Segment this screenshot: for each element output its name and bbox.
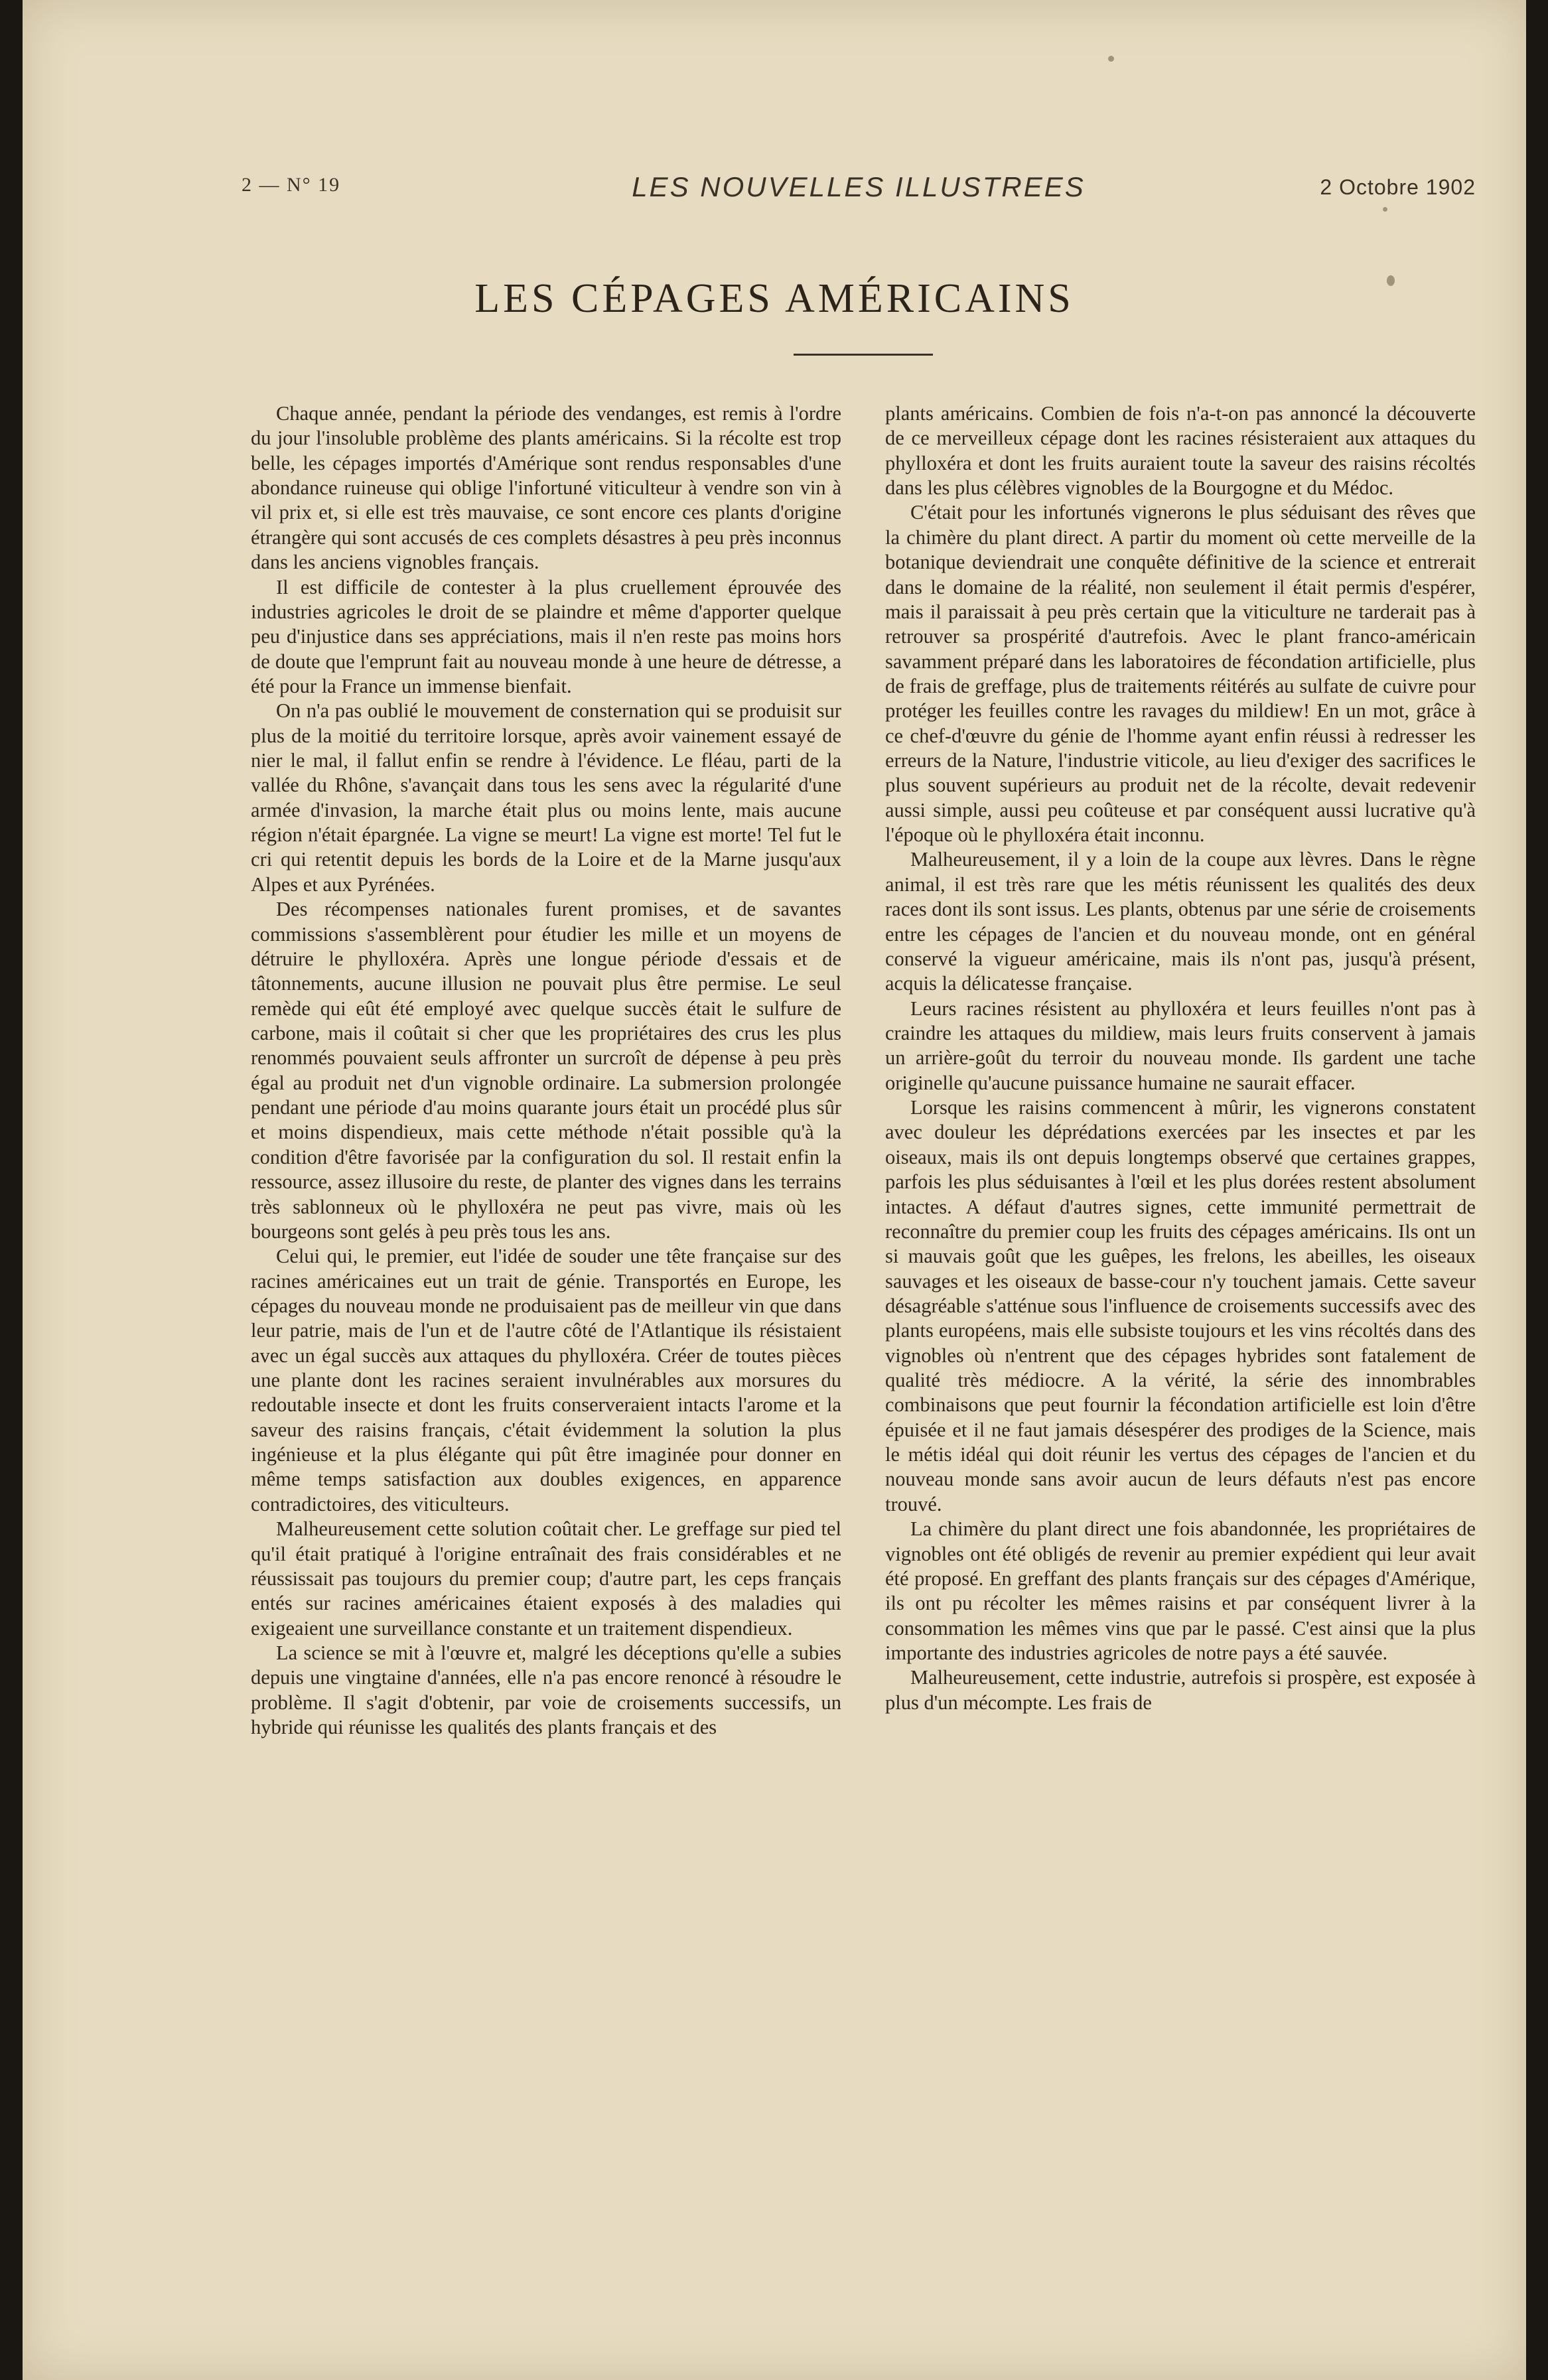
paragraph: Des récompenses nationales furent promises, et de savantes commissions s'assemblèrent pour étudier les mille et un moyens de détruire le phylloxéra. Après une longue période d'essais et de tâtonnements, aucune illusion ne pouvait plus être permise. Le seul remède qui eût été employé avec quelque succès était le sulfure de carbone, mais il coûtait si cher que les propriétaires des crus les plus renommés pouvaient seuls affronter un surcroît de dépense à peu près égal au produit net d'un vignoble ordinaire. La submersion prolongée pendant une période d'au moins quarante jours était un procédé plus sûr et moins dispendieux, mais cette méthode n'était possible qu'à la condition d'être favorisée par la configuration du sol. Il restait enfin la ressource, assez illusoire du reste, de planter des vignes dans les terrains très sablonneux où le phylloxéra ne peut pas vivre, mais où les bourgeons sont gelés à peu près tous les ans. xyxy=(251,898,841,1243)
paragraph: La chimère du plant direct une fois abandonnée, les propriétaires de vignobles ont été obligés de revenir au premier expédient qui leur avait été proposé. En greffant des plants français sur des cépages d'Amérique, ils ont pu récolter les mêmes raisins et par conséquent livrer à la consommation les mêmes vins que par le passé. C'est ainsi que la plus importante des industries agricoles de notre pays a été sauvée. xyxy=(885,1517,1476,1664)
ink-speck xyxy=(1387,275,1395,286)
paragraph: Chaque année, pendant la période des vendanges, est remis à l'ordre du jour l'insoluble problème des plants américains. Si la récolte est trop belle, les cépages importés d'Amérique sont rendus responsables d'une abondance ruineuse qui oblige l'infortuné viticulteur à vendre son vin à vil prix et, si elle est très mauvaise, ce sont encore ces plants d'origine étrangère qui sont accusés de ces complets désastres à peu près inconnus dans les anciens vignobles français. xyxy=(251,402,841,574)
left-column xyxy=(251,401,841,2100)
ink-speck xyxy=(1108,56,1114,62)
title-divider xyxy=(794,354,933,356)
page-number: 2 — N° 19 xyxy=(242,174,341,196)
paragraph: Il est difficile de contester à la plus cruellement éprouvée des industries agricoles le droit de se plaindre et même d'apporter quelque peu d'injustice dans ses appréciations, mais il n'en reste pas moins hors de doute que l'emprunt fait au nouveau monde à une heure de détresse, a été pour la France un immense bienfait. xyxy=(251,575,841,697)
paragraph: La science se mit à l'œuvre et, malgré les déceptions qu'elle a subies depuis une vingtaine d'années, elle n'a pas encore renoncé à résoudre le problème. Il s'agit d'obtenir, par voie de croisements successifs, un hybride qui réunisse les qualités des plants français et des xyxy=(251,1641,841,1739)
paragraph: Leurs racines résistent au phylloxéra et leurs feuilles n'ont pas à craindre les attaques du mildiew, mais leurs fruits conservent à jamais un arrière-goût du terroir du nouveau monde. Ils gardent une tache originelle qu'aucune puissance humaine ne saurait effacer. xyxy=(885,997,1476,1094)
newspaper-page xyxy=(23,0,1526,2380)
paragraph: Malheureusement, cette industrie, autrefois si prospère, est exposée à plus d'un mécompte. Les frais de xyxy=(885,1666,1476,1714)
right-column xyxy=(885,401,1476,2100)
issue-date: 2 Octobre 1902 xyxy=(1320,175,1476,199)
page-header xyxy=(242,171,1476,211)
article-title: LES CÉPAGES AMÉRICAINS xyxy=(474,276,1074,321)
paragraph: Celui qui, le premier, eut l'idée de souder une tête française sur des racines américaines eut un trait de génie. Transportés en Europe, les cépages du nouveau monde ne produisaient pas de meilleur vin que dans leur patrie, mais de l'un et de l'autre côté de l'Atlantique ils résistaient avec un égal succès aux attaques du phylloxéra. Créer de toutes pièces une plante dont les racines seraient invulnérables aux morsures du redoutable insecte et dont les fruits conserveraient intacts l'arome et la saveur des raisins français, c'était évidemment la solution la plus ingénieuse et la plus élégante qui pût être imaginée pour donner en même temps satisfaction aux doubles exigences, en apparence contradictoires, des viticulteurs. xyxy=(251,1245,841,1515)
paragraph: C'était pour les infortunés vignerons le plus séduisant des rêves que la chimère du plant direct. A partir du moment où cette merveille de la botanique deviendrait une conquête définitive de la science et entrerait dans le domaine de la réalité, non seulement il était permis d'espérer, mais il paraissait à peu près certain que la viticulture ne tarderait pas à retrouver sa prospérité d'autrefois. Avec le plant franco-américain savamment préparé dans les laboratoires de fécondation artificielle, plus de frais de greffage, plus de traitements réitérés au sulfate de cuivre pour protéger les feuilles contre les ravages du mildiew! En un mot, grâce à ce chef-d'œuvre du génie de l'homme ayant enfin réussi à redresser les erreurs de la Nature, l'industrie viticole, au lieu d'exiger des sacrifices le plus souvent supérieurs au produit net de la récolte, devait redevenir aussi simple, aussi peu coûteuse et par conséquent aussi lucrative qu'à l'époque où le phylloxéra était inconnu. xyxy=(885,501,1476,847)
paragraph: On n'a pas oublié le mouvement de consternation qui se produisit sur plus de la moitié du territoire lorsque, après avoir vainement essayé de nier le mal, il fallut enfin se rendre à l'évidence. Le fléau, parti de la vallée du Rhône, s'avançait dans tous les sens avec la régularité d'une armée d'invasion, la marche était plus ou moins lente, mais aucune région n'était épargnée. La vigne se meurt! La vigne est morte! Tel fut le cri qui retentit depuis les bords de la Loire et de la Marne jusqu'aux Alpes et aux Pyrénées. xyxy=(251,699,841,896)
paragraph: Lorsque les raisins commencent à mûrir, les vignerons constatent avec douleur les déprédations exercées par les insectes et par les oiseaux, mais ils ont depuis longtemps observé que certaines grappes, parfois les plus séduisantes à l'œil et les plus dorées restent absolument intactes. A défaut d'autres signes, cette immunité permettrait de reconnaître du premier coup les fruits des cépages américains. Ils ont un si mauvais goût que les guêpes, les frelons, les abeilles, les oiseaux sauvages et les oiseaux de basse-cour n'y touchent jamais. Cette saveur désagréable s'atténue sous l'influence de croisements successifs avec des plants européens, mais elle subsiste toujours et les vins récoltés dans des vignobles où n'entrent que des cépages hybrides sont fatalement de qualité très médiocre. A la vérité, la série des innombrables combinaisons que peut fournir la fécondation artificielle est loin d'être épuisée et il ne faut jamais désespérer des prodiges de la Science, mais le métis idéal qui doit réunir les vertus des cépages de l'ancien et du nouveau monde sans avoir aucun de leurs défauts n'est pas encore trouvé. xyxy=(885,1096,1476,1515)
paragraph: Malheureusement, il y a loin de la coupe aux lèvres. Dans le règne animal, il est très rare que les métis réunissent les qualités des deux races dont ils sont issus. Les plants, obtenus par une série de croisements entre les cépages de l'ancien et du nouveau monde, ont en général conservé la vigueur américaine, mais ils n'ont pas, jusqu'à présent, acquis la délicatesse française. xyxy=(885,848,1476,995)
ink-speck xyxy=(1383,207,1387,212)
paragraph-continuation: plants américains. Combien de fois n'a-t-on pas annoncé la découverte de ce merveilleux cépage dont les racines résisteraient aux attaques du phylloxéra et dont les fruits auraient toute la saveur des raisins récoltés dans les plus célèbres vignobles de la Bourgogne et du Médoc. xyxy=(885,402,1476,500)
paragraph: Malheureusement cette solution coûtait cher. Le greffage sur pied tel qu'il était pratiqué à l'origine entraînait des frais considérables et ne réussissait pas toujours du premier coup; d'autre part, les ceps français entés sur racines américaines étaient exposés à des maladies qui exigeaient une surveillance constante et un traitement dispendieux. xyxy=(251,1517,841,1640)
publication-name: LES NOUVELLES ILLUSTREES xyxy=(632,171,1086,202)
